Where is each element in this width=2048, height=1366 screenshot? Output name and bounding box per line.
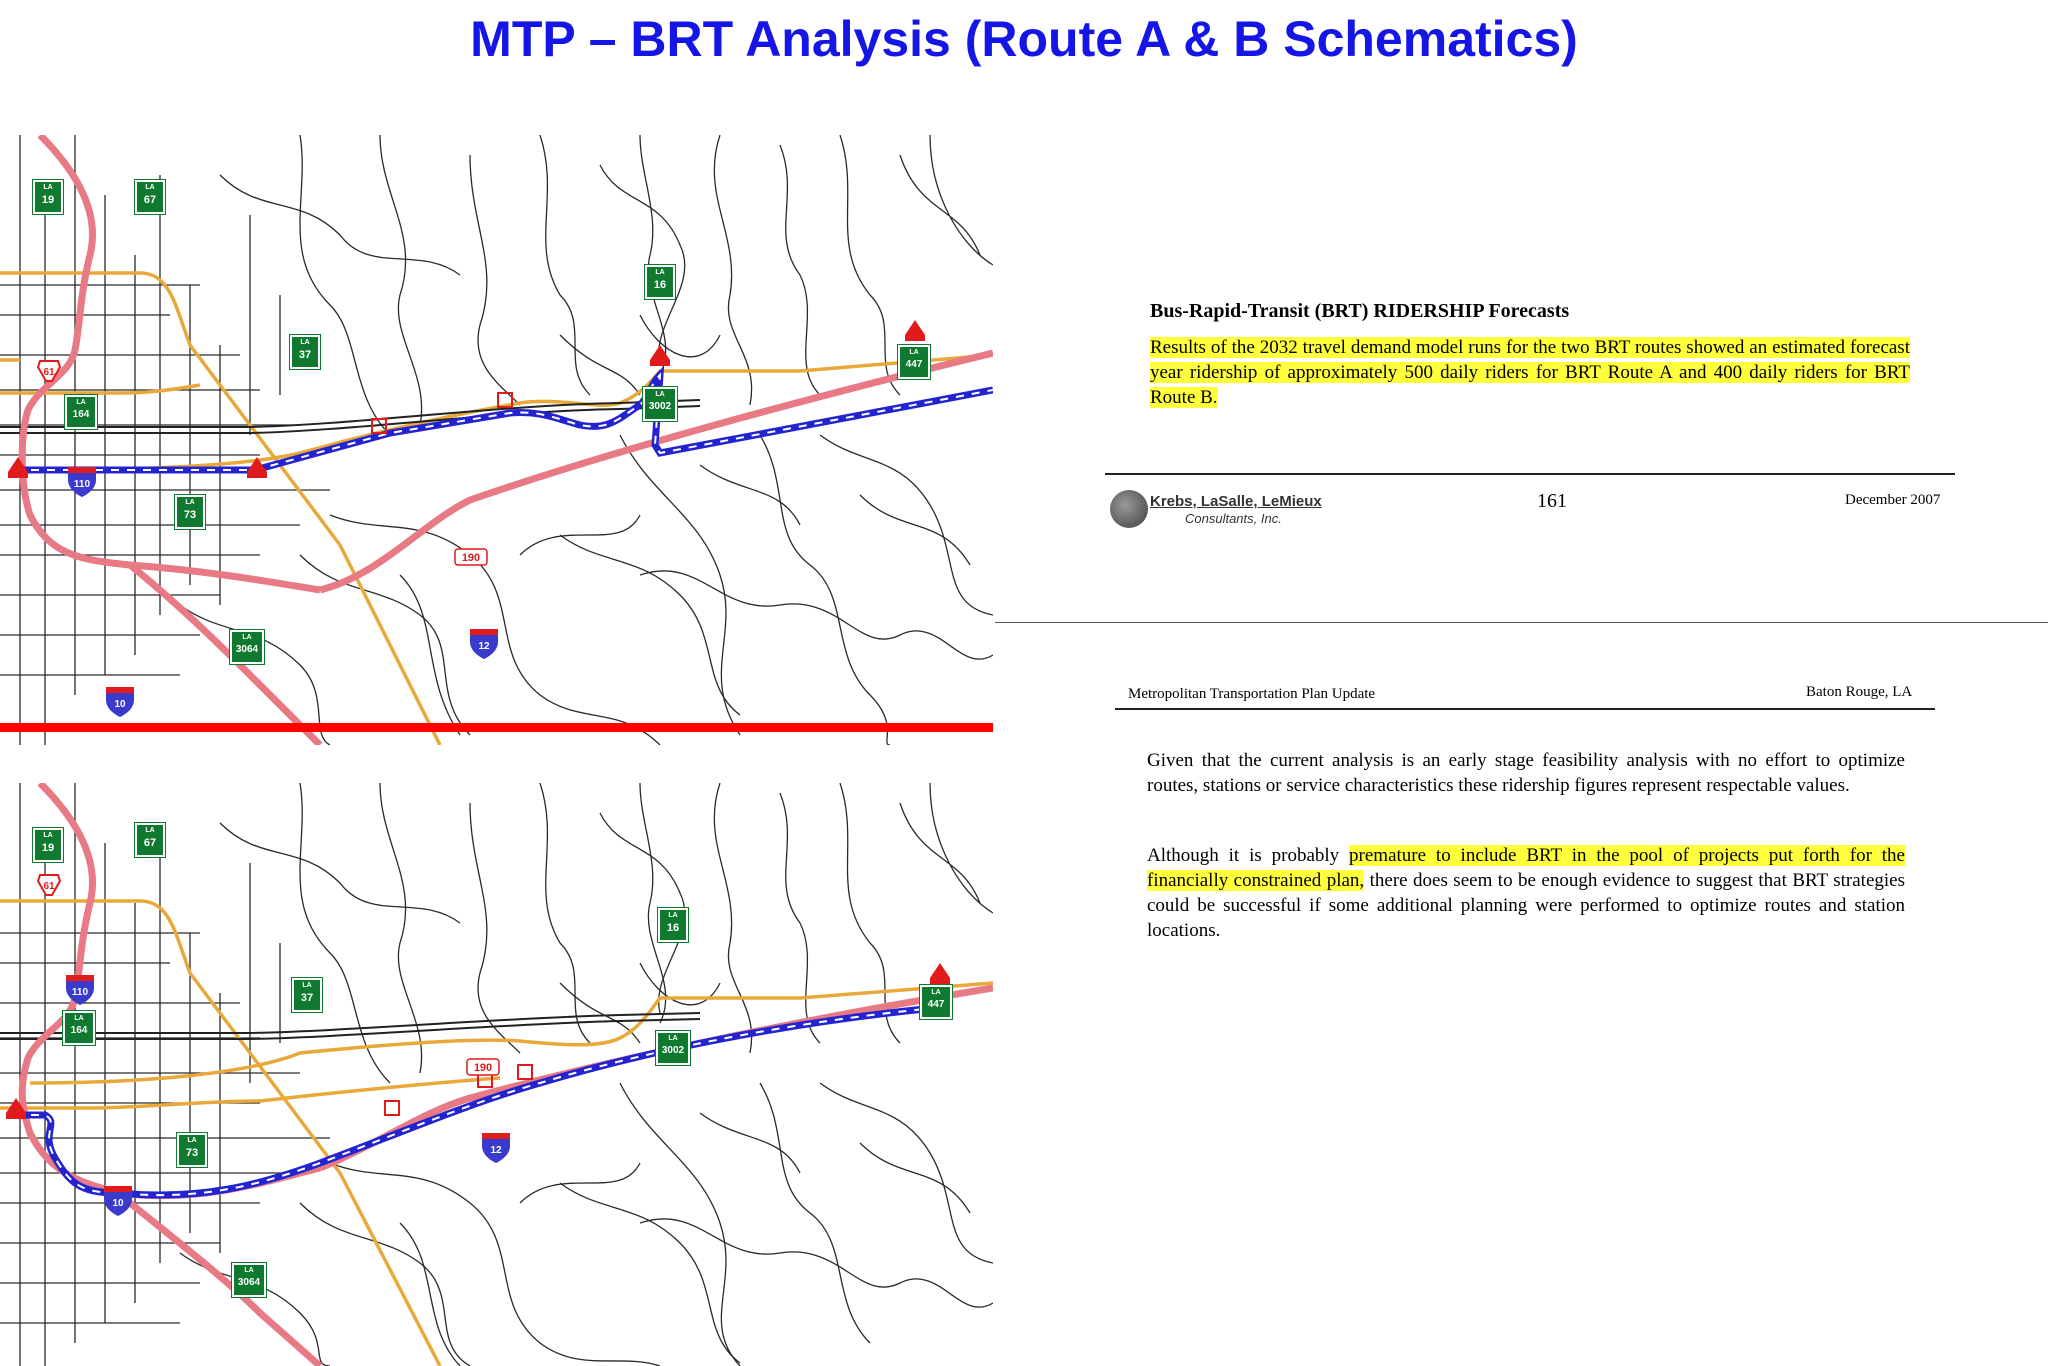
- i10-label: 10: [112, 1198, 124, 1209]
- la447-shield: LA 447: [920, 985, 952, 1019]
- page-break-rule: [995, 622, 2048, 623]
- la16-shield: LA 16: [658, 908, 688, 942]
- i12-label: 12: [490, 1145, 502, 1156]
- ridership-highlight: Results of the 2032 travel demand model runs for the two BRT routes showed an estimated forecast year ridership of approximately 500 daily riders for BRT Route A and 400 daily riders for BRT Route B.: [1150, 337, 1910, 408]
- us190-label-group: [455, 549, 487, 565]
- la19-shield: LA 19: [33, 828, 63, 862]
- firm-name: Krebs, LaSalle, LeMieux: [1150, 493, 1322, 510]
- la164-shield: LA 164: [63, 1011, 95, 1045]
- brt-route-b: [15, 978, 935, 1195]
- conclusion-start: Although it is probably: [1147, 845, 1350, 866]
- firm-subtitle: Consultants, Inc.: [1185, 511, 1282, 526]
- slide-title: MTP – BRT Analysis (Route A & B Schematics): [470, 11, 1578, 67]
- us190-label: 190: [473, 1062, 493, 1074]
- i10-shield: [106, 687, 134, 717]
- station-marker: [905, 320, 925, 335]
- us190-label: 190: [461, 552, 481, 564]
- us190-label-group: [467, 1059, 499, 1075]
- la3002-shield: LA 3002: [656, 1031, 690, 1065]
- la73-shield: LA 73: [177, 1133, 207, 1167]
- firm-logo-icon: [1110, 490, 1148, 528]
- la3064-shield: LA 3064: [230, 630, 264, 664]
- header-right: Baton Rouge, LA: [1806, 684, 1913, 700]
- la37-shield: LA 37: [290, 335, 320, 369]
- i10-shield: [104, 1186, 132, 1216]
- la67-shield: LA 67: [135, 180, 165, 214]
- i110-shield: [68, 467, 96, 497]
- la67-shield: LA 67: [135, 823, 165, 857]
- la164-shield: LA 164: [65, 395, 97, 429]
- la16-shield: LA 16: [645, 265, 675, 299]
- arterial-roads: [0, 273, 993, 745]
- i110-shield: [66, 975, 94, 1005]
- i12-shield: [470, 629, 498, 659]
- header-left: Metropolitan Transportation Plan Update: [1128, 686, 1376, 702]
- interstate-shields: [66, 975, 510, 1216]
- interstate-shields: [68, 467, 498, 717]
- station-marker: [518, 1065, 532, 1079]
- local-roads: [0, 135, 993, 745]
- us61-shield: [38, 875, 60, 895]
- conclusion-paragraph: [1147, 843, 1905, 943]
- station-markers: [8, 320, 925, 478]
- route-a-map-svg: [0, 135, 993, 745]
- us61-label: 61: [43, 881, 55, 892]
- la37-shield: LA 37: [292, 978, 322, 1012]
- la19-shield: LA 19: [33, 180, 63, 214]
- la3002-shield: LA 3002: [643, 387, 677, 421]
- i110-label: 110: [71, 987, 89, 998]
- la3064-shield: LA 3064: [232, 1263, 266, 1297]
- station-marker: [385, 1101, 399, 1115]
- us61-label: 61: [43, 367, 55, 378]
- la73-shield: LA 73: [175, 495, 205, 529]
- la447-shield: LA 447: [898, 345, 930, 379]
- station-marker: [650, 345, 670, 360]
- ridership-heading: Bus-Rapid-Transit (BRT) RIDERSHIP Forecasts: [1150, 300, 1570, 322]
- i12-shield: [482, 1133, 510, 1163]
- conclusion-end: there does seem to be enough evidence to suggest that BRT strategies could be successful if some additional planning were performed to optimize routes and station locations.: [1147, 870, 1905, 941]
- ridership-paragraph: [1150, 335, 1910, 410]
- i110-label: 110: [73, 479, 91, 490]
- document-date: December 2007: [1845, 492, 1941, 508]
- feasibility-paragraph: Given that the current analysis is an early stage feasibility analysis with no effort to optimize routes, stations or service characteristics these ridership figures represent respectable values.: [1147, 750, 1905, 796]
- header-rule: [1115, 708, 1935, 710]
- route-a-map: [0, 135, 993, 745]
- station-marker: [930, 963, 950, 978]
- route-b-map-svg: [0, 783, 993, 1366]
- route-b-map: [0, 783, 993, 1366]
- page-number: 161: [1537, 490, 1567, 512]
- i12-label: 12: [478, 641, 490, 652]
- red-divider: [0, 723, 993, 732]
- footer-rule: [1105, 473, 1955, 475]
- conclusion-highlight: premature to include BRT in the pool of projects put forth for the financially constrained plan,: [1147, 845, 1905, 891]
- i10-label: 10: [114, 699, 126, 710]
